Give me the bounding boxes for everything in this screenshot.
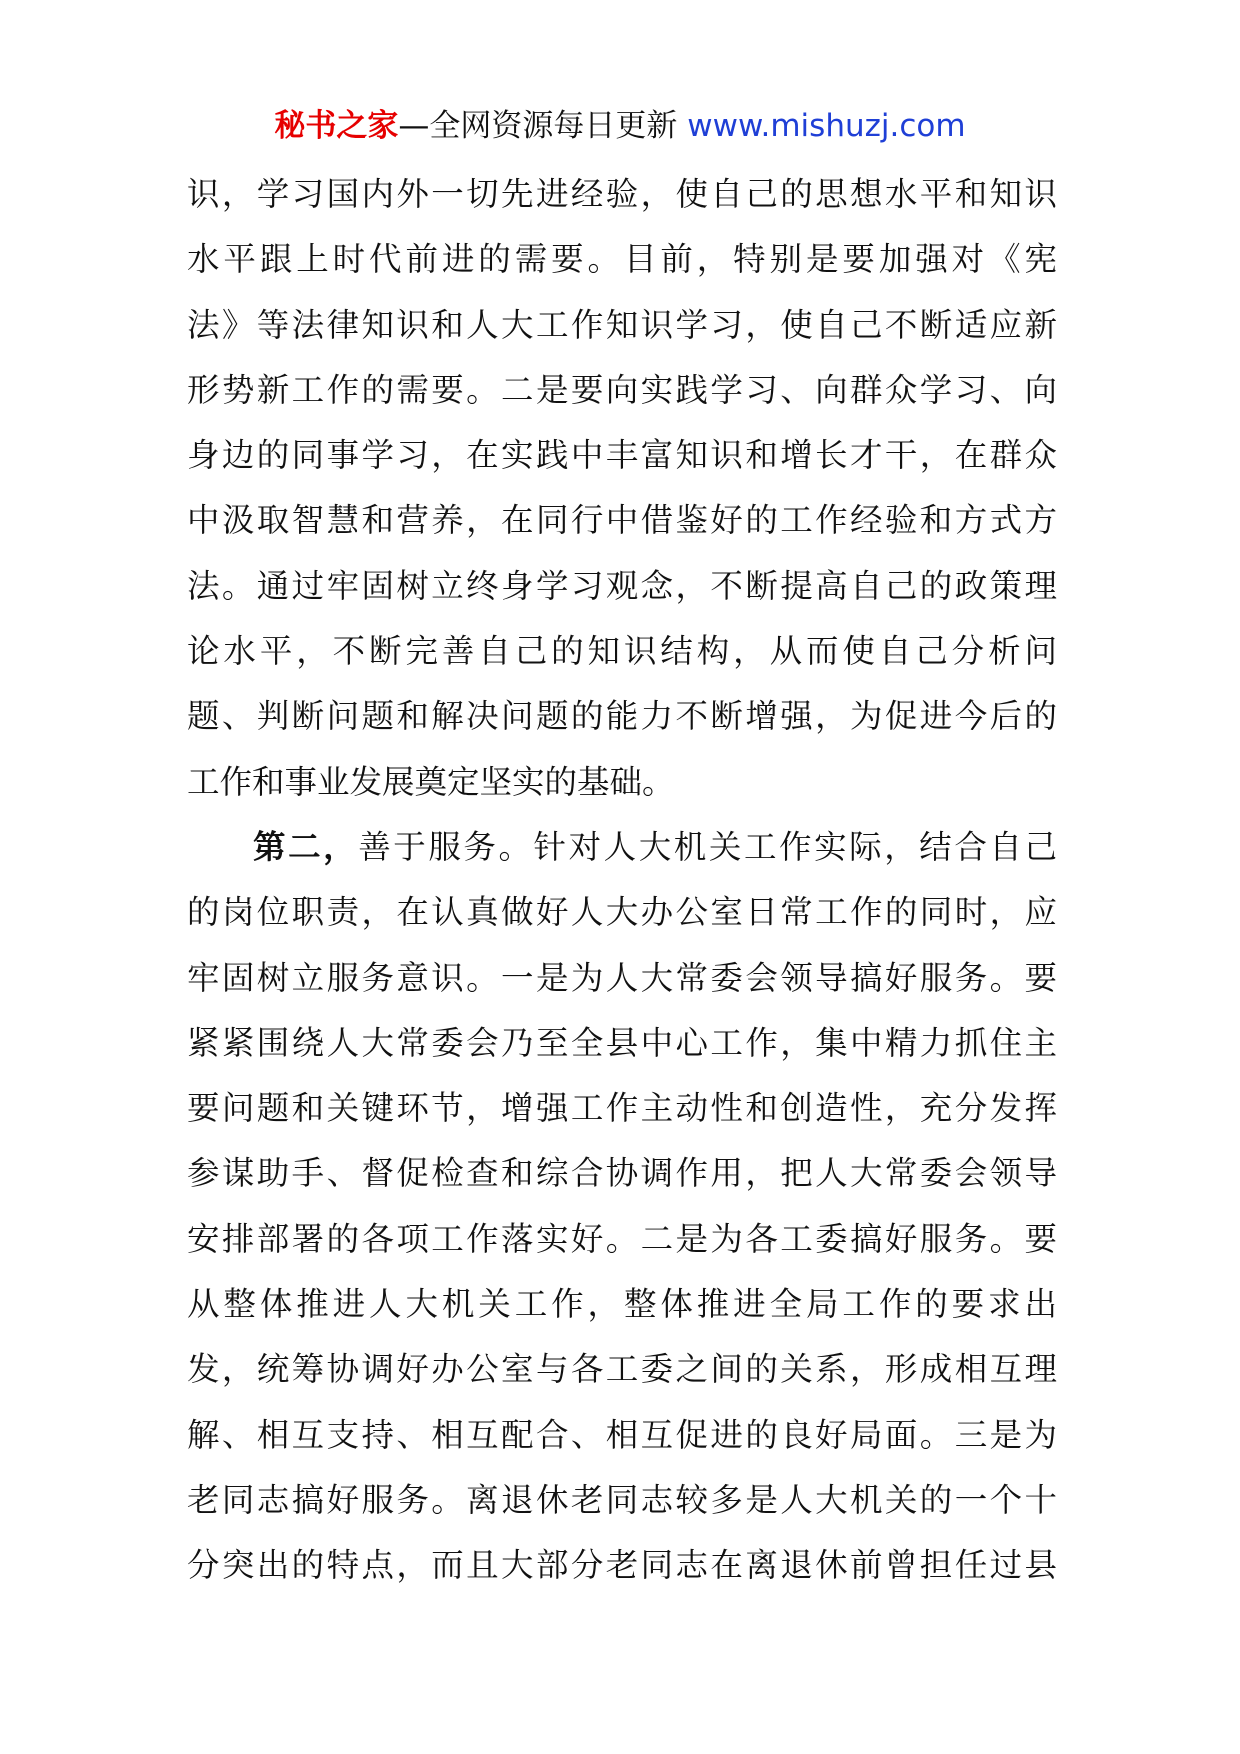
- text-line: 发，统筹协调好办公室与各工委之间的关系，形成相互理: [187, 1350, 1057, 1389]
- paragraph-2-first-rest: 善于服务。针对人大机关工作实际，结合自己: [358, 827, 1057, 866]
- text-line: 工作和事业发展奠定坚实的基础。: [187, 762, 675, 801]
- text-line: 安排部署的各项工作落实好。二是为各工委搞好服务。要: [187, 1219, 1057, 1258]
- text-line: 水平跟上时代前进的需要。目前，特别是要加强对《宪: [187, 240, 1057, 279]
- paragraph-2-lead: 第二，: [253, 827, 359, 866]
- text-line: 参谋助手、督促检查和综合协调作用，把人大常委会领导: [187, 1154, 1057, 1193]
- document-body: [187, 162, 1057, 1599]
- text-line: 的岗位职责，在认真做好人大办公室日常工作的同时，应: [187, 893, 1057, 932]
- site-tagline: —全网资源每日更新: [398, 108, 678, 144]
- site-url-link[interactable]: www.mishuzj.com: [687, 108, 966, 144]
- site-brand: 秘书之家: [274, 108, 399, 144]
- text-line: 老同志搞好服务。离退休老同志较多是人大机关的一个十: [187, 1480, 1057, 1519]
- paragraph-2-first-line: [187, 815, 1057, 880]
- text-line: 论水平，不断完善自己的知识结构，从而使自己分析问: [187, 632, 1057, 671]
- text-line: 身边的同事学习，在实践中丰富知识和增长才干，在群众: [187, 436, 1057, 475]
- text-line: 法》等法律知识和人大工作知识学习，使自己不断适应新: [187, 305, 1057, 344]
- text-line: 中汲取智慧和营养，在同行中借鉴好的工作经验和方式方: [187, 501, 1057, 540]
- text-line: 从整体推进人大机关工作，整体推进全局工作的要求出: [187, 1285, 1057, 1324]
- text-line: 要问题和关键环节，增强工作主动性和创造性，充分发挥: [187, 1089, 1057, 1128]
- site-header: [0, 104, 1240, 148]
- text-line: 牢固树立服务意识。一是为人大常委会领导搞好服务。要: [187, 958, 1057, 997]
- text-line: 分突出的特点，而且大部分老同志在离退休前曾担任过县: [187, 1546, 1057, 1585]
- text-line: 形势新工作的需要。二是要向实践学习、向群众学习、向: [187, 370, 1057, 409]
- text-line: 紧紧围绕人大常委会乃至全县中心工作，集中精力抓住主: [187, 1023, 1057, 1062]
- text-line: 法。通过牢固树立终身学习观念，不断提高自己的政策理: [187, 566, 1057, 605]
- text-line: 识，学习国内外一切先进经验，使自己的思想水平和知识: [187, 175, 1057, 213]
- text-line: 题、判断问题和解决问题的能力不断增强，为促进今后的: [187, 697, 1057, 736]
- text-line: 解、相互支持、相互配合、相互促进的良好局面。三是为: [187, 1415, 1057, 1454]
